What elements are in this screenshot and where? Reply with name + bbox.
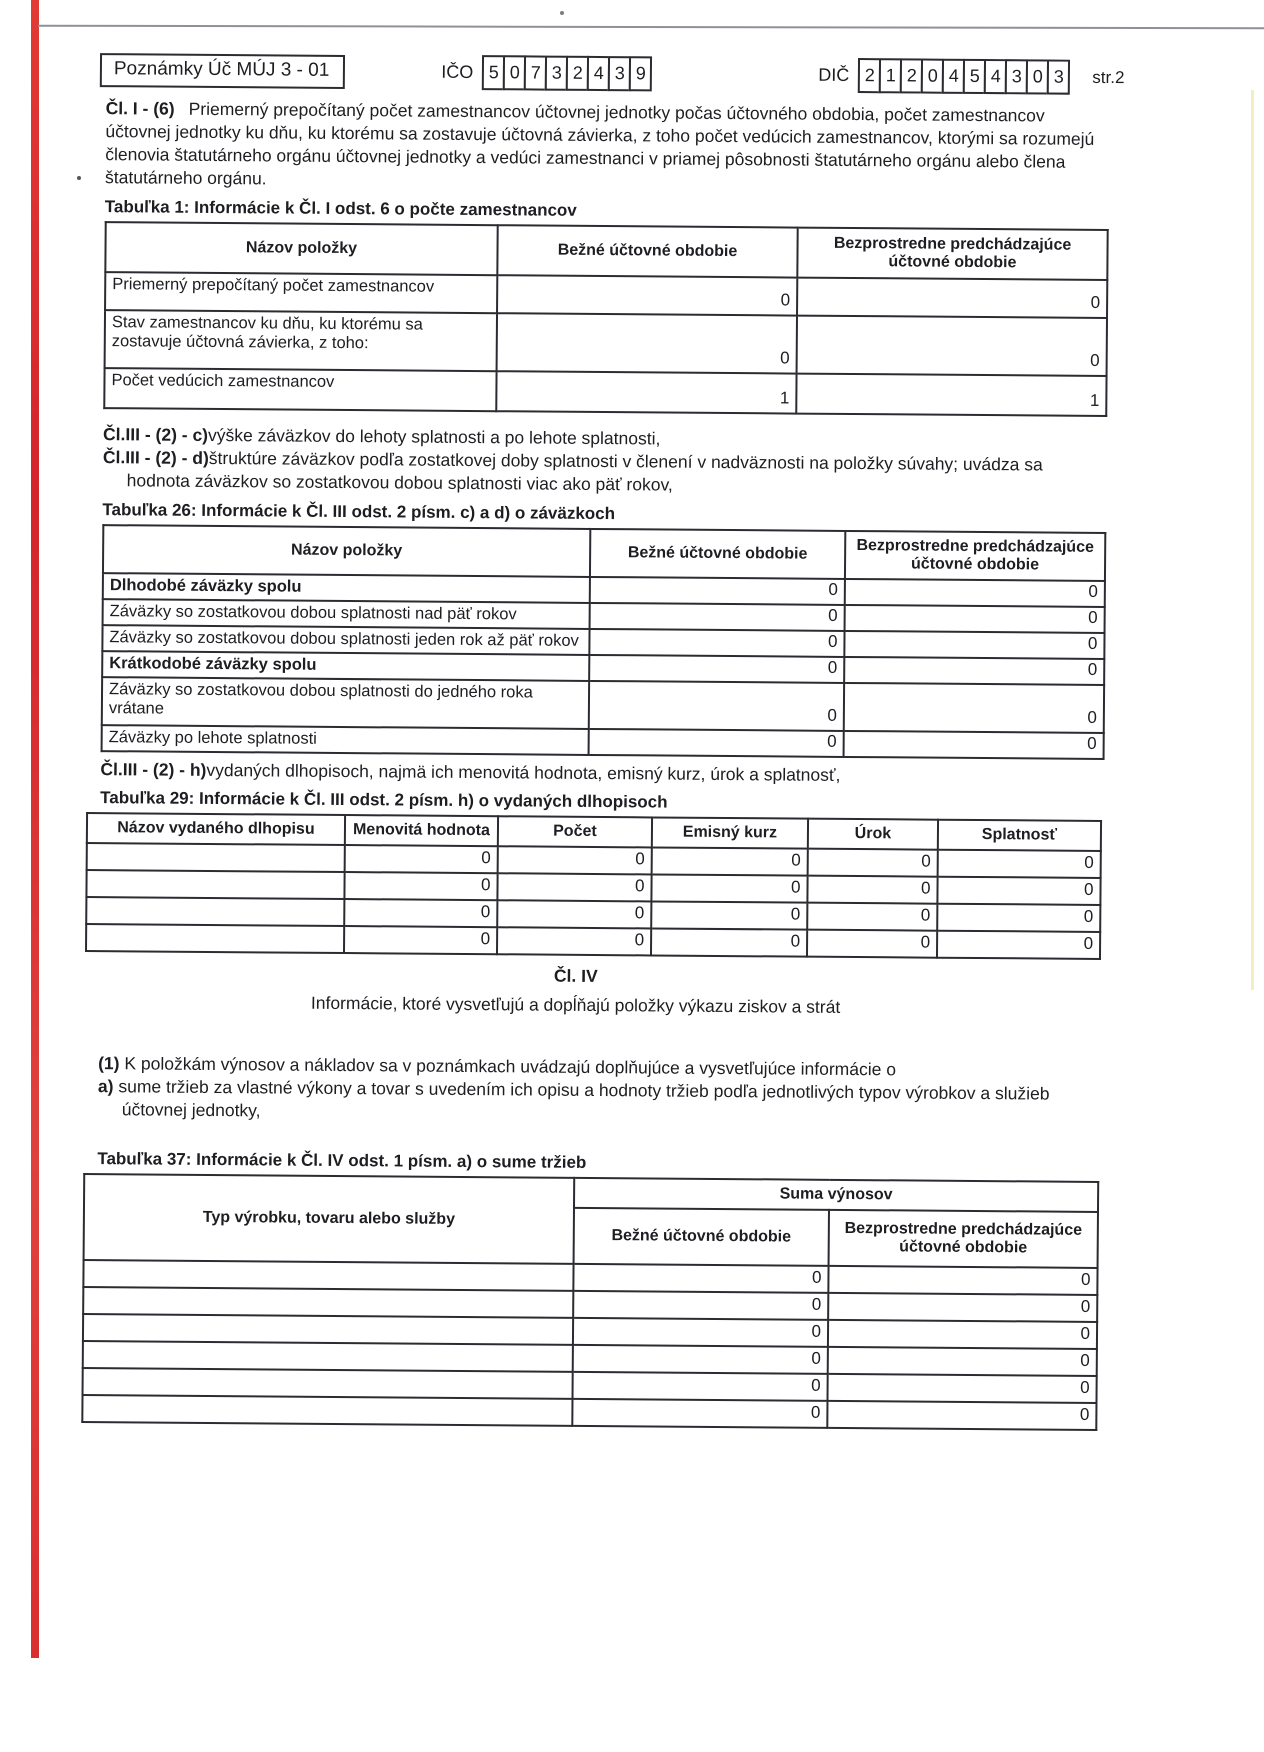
article3-item-h-text: vydaných dlhopisoch, najmä ich menovitá hodnota, emisný kurz, úrok a splatnosť, [206,759,841,785]
row-label: Záväzky so zostatkovou dobou splatnosti jeden rok až päť rokov [102,625,589,655]
row-nominal: 0 [345,845,498,873]
table-row [104,368,1106,416]
table26-col-name: Názov položky [103,525,590,577]
row-current-value: 0 [589,681,844,731]
table26-col-previous: Bezprostredne predchádzajúce účtovné obdobie [845,531,1105,581]
row-label: Stav zamestnancov ku dňu, ku ktorému sa zostavuje účtovná závierka, z toho: [105,311,497,372]
table1-col-previous: Bezprostredne predchádzajúce účtovné obdobie [797,228,1107,280]
row-nominal: 0 [344,872,497,900]
ico-label: IČO [441,61,474,83]
row-maturity: 0 [937,904,1100,932]
row-product-type [83,1260,573,1291]
table26-header-row [103,525,1105,581]
row-previous-value: 0 [828,1319,1097,1348]
row-label: Záväzky so zostatkovou dobou splatnosti do jedného roka vrátane [102,677,589,729]
row-count: 0 [497,901,651,929]
row-label: Záväzky so zostatkovou dobou splatnosti nad päť rokov [103,599,590,629]
dic-digit: 0 [921,59,944,94]
row-count: 0 [497,874,651,902]
table37-col-previous: Bezprostredne predchádzajúce účtovné obdobie [829,1209,1098,1267]
table29-title: Tabuľka 29: Informácie k Čl. III odst. 2 písm. h) o vydaných dlhopisoch [100,788,668,812]
table37-group-header: Suma výnosov [574,1177,1098,1211]
row-label: Dlhodobé záväzky spolu [103,573,590,603]
row-current-value: 0 [572,1398,827,1427]
dic-digit: 2 [900,58,923,93]
page-header [100,52,1125,95]
table-row [105,311,1107,377]
article3-item-d-text: štruktúre záväzkov podľa zostatkovej doby splatnosti v členení v nadväznosti na položky súvahy; uvádza sa hodnota záväzkov so zostatkovou dobou splatnosti viac ako päť rokov, [126,448,1043,495]
article4-heading: Čl. IV [553,966,598,987]
row-current-value: 0 [573,1371,828,1400]
row-current-value: 0 [573,1344,828,1373]
ico-digit: 7 [524,55,547,90]
row-issue-rate: 0 [651,875,807,903]
row-current-value: 0 [589,729,844,757]
article4-item-a-ref: a) [97,1076,114,1097]
table37-col-product-type: Typ výrobku, tovaru alebo služby [84,1174,575,1264]
row-bond-name [86,870,344,899]
row-current-value: 0 [573,1263,828,1292]
row-label: Priemerný prepočítaný počet zamestnancov [105,273,497,314]
row-maturity: 0 [937,877,1100,905]
table26-title: Tabuľka 26: Informácie k Čl. III odst. 2 písm. c) a d) o záväzkoch [102,499,616,523]
dic-digit: 2 [858,58,881,93]
row-previous-value: 0 [827,1400,1096,1429]
row-previous-value: 0 [828,1292,1097,1321]
row-product-type [83,1368,573,1399]
article3-item-d-ref: Čl.III - (2) - d) [102,447,209,469]
row-previous-value: 0 [828,1265,1097,1294]
dic-digit-boxes [858,58,1068,95]
page-number: str.2 [1092,67,1125,87]
row-label: Krátkodobé záväzky spolu [102,651,589,681]
row-interest: 0 [807,930,937,958]
article4-item-a-text: sume tržieb za vlastné výkony a tovar s uvedením ich opisu a hodnoty tržieb podľa jednotlivých typov výrobkov a služieb účtovnej jednotky, [118,1076,1050,1121]
row-bond-name [87,843,345,872]
table29-col-bond-name: Názov vydaného dlhopisu [87,813,345,845]
row-previous-value: 0 [797,316,1107,376]
row-previous-value: 0 [845,605,1105,633]
row-issue-rate: 0 [651,929,807,957]
row-product-type [83,1314,573,1345]
row-label: Počet vedúcich zamestnancov [104,368,496,411]
table37-title: Tabuľka 37: Informácie k Čl. IV odst. 1 písm. a) o sume tržieb [97,1148,587,1172]
ico-digit: 3 [608,56,631,91]
row-previous-value: 1 [796,374,1106,416]
ico-digit: 3 [545,56,568,91]
table1-header-row [105,223,1107,281]
dic-field [818,58,1068,95]
dic-digit: 1 [879,58,902,93]
row-label: Záväzky po lehote splatnosti [102,725,589,755]
form-title-box: Poznámky Úč MÚJ 3 - 01 [100,53,346,89]
article3-item-h-ref: Čl.III - (2) - h) [100,758,207,780]
row-previous-value: 0 [844,657,1104,685]
table26-col-current: Bežné účtovné obdobie [590,529,845,579]
row-previous-value: 0 [845,579,1105,607]
row-current-value: 0 [497,314,797,374]
dic-digit: 3 [1047,60,1070,95]
ico-digit: 2 [566,56,589,91]
row-current-value: 0 [497,276,797,316]
row-count: 0 [498,847,652,875]
ico-digit: 5 [482,55,505,90]
row-current-value: 0 [589,629,844,657]
table-row [102,677,1104,733]
table26-liabilities [101,524,1107,760]
table1-title: Tabuľka 1: Informácie k Čl. I odst. 6 o počte zamestnancov [104,197,577,221]
table1-col-current: Bežné účtovné obdobie [497,226,797,278]
row-nominal: 0 [344,926,497,954]
row-bond-name [86,924,344,953]
dic-label: DIČ [818,64,850,85]
ico-digit: 9 [629,56,652,91]
dic-digit: 4 [942,59,965,94]
article1-text: Priemerný prepočítaný počet zamestnancov účtovnej jednotky počas účtovného obdobia, počet zamestnancov účtovnej jednotky ku dňu, ku ktorému sa zostavuje účtovná závierka, z toho počet vedúcich zamestnancov, ktorými sa rozumejú členovia štatutárneho orgánu účtovnej jednotky a vedúci zamestnanci v priamej pôsobnosti štatutárneho orgánu alebo člena štatutárneho orgánu. [104,98,1095,189]
table37-group-header-row [84,1174,1098,1212]
table29-col-maturity: Splatnosť [938,820,1101,851]
row-interest: 0 [807,876,937,904]
row-previous-value: 0 [797,278,1107,318]
article4-paragraph1-text: K položkám výnosov a nákladov sa v poznámkach uvádzajú doplňujúce a vysvetľujúce informácie o [124,1053,897,1080]
dic-digit: 5 [963,59,986,94]
row-previous-value: 0 [828,1346,1097,1375]
table37-col-current: Bežné účtovné obdobie [574,1207,829,1265]
row-bond-name [86,897,344,926]
row-maturity: 0 [938,850,1101,878]
row-product-type [83,1287,573,1318]
row-previous-value: 0 [844,631,1104,659]
dic-digit: 4 [984,59,1007,94]
ico-digit: 4 [587,56,610,91]
table29-bonds [85,812,1102,960]
row-issue-rate: 0 [652,848,808,876]
row-current-value: 1 [496,372,796,414]
row-interest: 0 [807,903,937,931]
row-previous-value: 0 [844,731,1104,759]
article4-item-a [98,1075,1098,1128]
row-count: 0 [497,928,651,956]
row-nominal: 0 [344,899,497,927]
article1-clause-ref: Čl. I - (6) [105,98,175,119]
article3-item-c-text: výške záväzkov do lehoty splatnosti a po lehote splatnosti, [207,425,661,449]
row-product-type [83,1341,573,1372]
row-issue-rate: 0 [651,902,807,930]
article3-item-d [103,446,1103,499]
dic-digit: 3 [1005,59,1028,94]
article3-item-c-ref: Čl.III - (2) - c) [102,424,209,446]
article4-subheading: Informácie, ktoré vysvetľujú a dopĺňajú položky výkazu ziskov a strát [310,993,841,1018]
table1-employees [103,221,1108,417]
ico-digit: 0 [503,55,526,90]
article3-item-h [100,758,1100,789]
table1-col-name: Názov položky [105,223,497,276]
row-interest: 0 [808,849,938,877]
table29-col-issue-rate: Emisný kurz [652,818,808,849]
row-maturity: 0 [937,931,1100,959]
article4-paragraph1-ref: (1) [98,1053,120,1074]
dic-digit: 0 [1026,59,1049,94]
row-previous-value: 0 [844,683,1104,733]
table29-col-interest: Úrok [808,819,938,850]
table29-col-count: Počet [498,817,652,848]
row-current-value: 0 [573,1290,828,1319]
row-current-value: 0 [589,655,844,683]
table37-revenues [81,1173,1099,1431]
row-current-value: 0 [590,577,845,605]
ico-digit-boxes [482,55,650,91]
row-previous-value: 0 [827,1373,1096,1402]
article1-paragraph [105,97,1106,197]
ico-field [441,55,650,92]
row-current-value: 0 [590,603,845,631]
row-product-type [82,1395,572,1426]
table29-col-nominal: Menovitá hodnota [345,815,498,846]
row-current-value: 0 [573,1317,828,1346]
